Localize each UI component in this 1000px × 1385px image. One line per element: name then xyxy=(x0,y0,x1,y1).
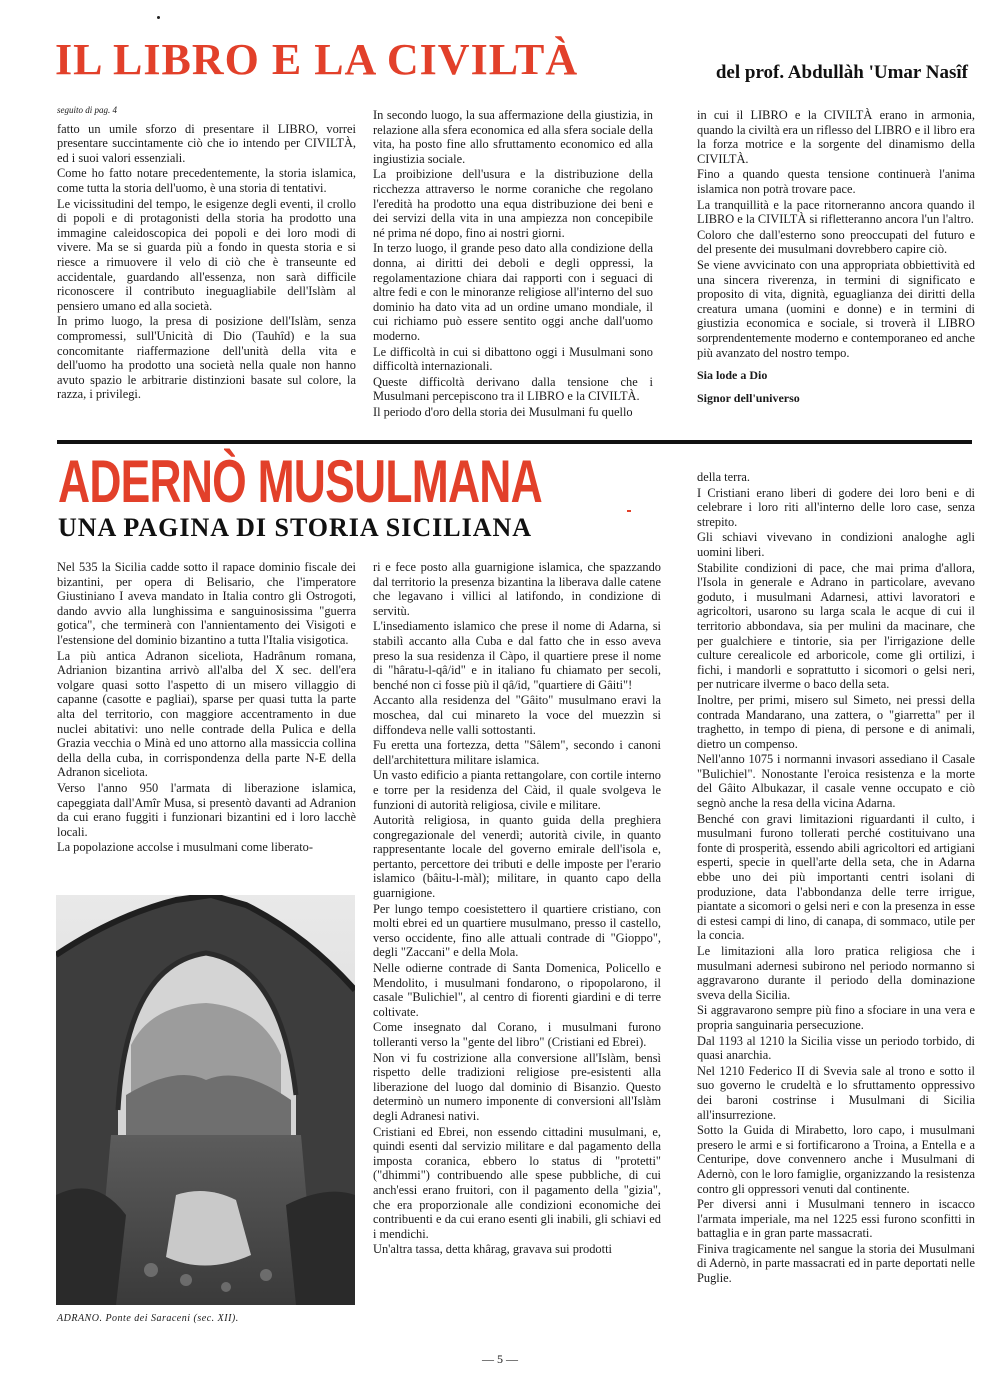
paragraph: Nell'anno 1075 i normanni invasori assediano il Casale "Bulichiel". Nonostante l'eroica resistenza e la morte del Gâito Albukazar, il casale venne occupato e ciò segnò anche la resa della vicina Adarna. xyxy=(697,752,975,811)
paragraph: Nel 535 la Sicilia cadde sotto il rapace dominio fiscale dei bizantini, per opera di Belisario, che l'imperatore Giustiniano I aveva mandato in Italia contro gli Ostrogoti, dando avvio alla lunghissima e sanguinosissima "guerra gotica", che terminerà con l'annientamento dei Visigoti e l'estensione del dominio bizantino a tutta l'Italia visigotica. xyxy=(57,560,356,647)
paragraph: La tranquillità e la pace ritorneranno ancora quando il LIBRO e la CIVILTÀ si rifletteranno ancora l'un l'altro. xyxy=(697,197,975,227)
paragraph: Queste difficoltà derivano dalla tensione che i Musulmani percepiscono tra il LIBRO e la CIVILTÀ. xyxy=(373,374,653,404)
paragraph: Fino a quando questa tensione continuerà l'anima islamica non potrà trovare pace. xyxy=(697,167,975,196)
article2-title: ADERNÒ MUSULMANA xyxy=(58,448,542,515)
paragraph: Come ho fatto notare precedentemente, la storia islamica, come tutta la storia dell'uomo, è una storia di tentativi. xyxy=(57,166,356,195)
paragraph: In secondo luogo, la sua affermazione della giustizia, in relazione alla sfera economica ed alla sfera sociale della vita, ha posto fine allo sfruttamento economico ed alla ingiustizia sociale. xyxy=(373,108,653,166)
paragraph: Coloro che dall'esterno sono preoccupati del futuro e del presente dei musulmani dovrebbero capire ciò. xyxy=(697,227,975,257)
paragraph: Per diversi anni i Musulmani tennero in iscacco l'armata imperiale, ma nel 1225 essi furono sconfitti in battaglia e in gran parte massacrati. xyxy=(697,1197,975,1241)
article1-column-2 xyxy=(373,108,653,420)
paragraph: Le vicissitudini del tempo, le esigenze degli eventi, il crollo di popoli e di protagonisti della storia ha prodotto una immagine caleidoscopica dei popoli e dei loro modi di vivere. Ma se si guarda più a fondo in questa storia e si riesce a rimuovere il velo di ciò che è transeunte ed accidentale, guardando all'essenza, non sarà difficile riconoscere il contributo ineguagliabile dell'Islàm al pensiero umano ed alla società. xyxy=(57,196,356,313)
paragraph: Inoltre, per primi, misero sul Simeto, nei pressi della contrada Mandarano, una zattera, o "giarretta" per il traghetto, in tempo di piena, di persone e di animali, dietro un compenso. xyxy=(697,692,975,751)
paragraph: Gli schiavi vivevano in condizioni analoghe agli uomini liberi. xyxy=(697,530,975,559)
paragraph: Come insegnato dal Corano, i musulmani furono tolleranti verso la "gente del libro" (Cristiani ed Ebrei). xyxy=(373,1020,661,1049)
paragraph: Fu eretta una fortezza, detta "Sâlem", secondo i canoni dell'architettura militare islamica. xyxy=(373,738,661,767)
section-divider xyxy=(57,440,972,444)
closing-line: Sia lode a Dio xyxy=(697,368,768,383)
paragraph: Benché con gravi limitazioni riguardanti il culto, i musulmani furono tollerati perché costituivano una fonte di prosperità, essendo abili agricoltori ed artigiani esperti, specie in quell'arte della seta, che in Adarna ebbe uno dei più importanti centri isolani di produzione, data l'abbondanza delle terre irrigue, piantate a sicomori o gelsi neri e con la presenza in esse di estesi campi di lino, di canapa, di sommaco, utile per la concia. xyxy=(697,811,975,943)
print-speck xyxy=(627,510,631,512)
page-number: — 5 — xyxy=(482,1352,518,1366)
continued-note: seguito di pag. 4 xyxy=(57,105,117,115)
paragraph: In primo luogo, la presa di posizione dell'Islàm, senza compromessi, sull'Unicità di Dio (Tauhîd) e la sua concomitante riaffermazione dell'unità della vita e dell'uomo ha prodotto una società nella quale non hanno avuto spazio le arbitrarie distinzioni basate sul colore, la razza, i privilegi. xyxy=(57,314,356,402)
paragraph: Nel 1210 Federico II di Svevia sale al trono e sotto il suo governo le crudeltà e lo sfruttamento oppressivo dei baroni costrinse i Musulmani di Sicilia all'insurrezione. xyxy=(697,1063,975,1122)
paragraph: La popolazione accolse i musulmani come liberato- xyxy=(57,840,313,855)
paragraph: L'insediamento islamico che prese il nome di Adarna, si stabilì accanto alla Cuba e dal fatto che in esso aveva preso la sua residenza il Càpo, il quartiere prese il nome di "hâratu-l-qâ/id" e in italiano fu chiamato per secoli, benché non ci fosse più il qâ/id, "quartiere di Gâiti"! xyxy=(373,619,661,692)
paragraph: Cristiani ed Ebrei, non essendo cittadini musulmani, e, quindi esenti dal servizio militare e dal pagamento della imposta coranica, ebbero lo status di "protetti" ("dhimmi") contribuendo alle spese pubbliche, di cui anch'essi erano fruitori, con il pagamento della "gizia", che era proporzionale alle condizioni economiche dei contribuenti e da cui erano esenti gli inabili, gli schiavi ed i mendichi. xyxy=(373,1124,661,1241)
paragraph: ri e fece posto alla guarnigione islamica, che spazzando dal territorio la presenza bizantina la liberava dalle catene che legavano i villici al latifondo, in condizione di servitù. xyxy=(373,560,661,618)
paragraph: Nelle odierne contrade di Santa Domenica, Policello e Mendolito, i musulmani fondarono, o ripopolarono, il casale "Bulichiel", al centro di fiorenti giardini e di terre coltivate. xyxy=(373,961,661,1019)
article2-column-2 xyxy=(373,560,661,1258)
article-author: del prof. Abdullàh 'Umar Nasîf xyxy=(715,62,968,83)
article-title: IL LIBRO E LA CIVILTÀ xyxy=(55,35,579,84)
photo-caption: ADRANO. Ponte dei Saraceni (sec. XII). xyxy=(57,1313,239,1324)
paragraph: fatto un umile sforzo di presentare il LIBRO, vorrei presentare succintamente ciò che io intendo per CIVILTÀ, ed i suoi valori essenziali. xyxy=(57,121,356,165)
paragraph: I Cristiani erano liberi di godere dei loro beni e di celebrare i loro riti all'interno delle loro case, senza strepito. xyxy=(697,485,975,529)
bridge-photo-illustration xyxy=(56,895,355,1305)
paragraph: della terra. xyxy=(697,470,750,484)
article2-subtitle: UNA PAGINA DI STORIA SICILIANA xyxy=(58,513,533,542)
paragraph: Stabilite condizioni di pace, che mai prima d'allora, l'Isola in generale e Adrano in particolare, avevano goduto, i musulmani Adarnesi, attivi lavoratori e agricoltori, usarono su larga scala le acque di cui il territorio abbondava, sia per mulini da macinare, che per gualchiere e tintorie, sia per l'irrigazione delle culture cerealicole ed arboricole, come gli ortilizi, i fichi, i mandorli e soprattutto i sicomori o gelsi neri, per nutricare ilverme o baco della seta. xyxy=(697,560,975,692)
paragraph: Si aggravarono sempre più fino a sfociare in una vera e propria sanguinaria persecuzione. xyxy=(697,1003,975,1032)
article1-column-1 xyxy=(57,103,356,403)
print-speck xyxy=(157,16,160,19)
article2-column-1 xyxy=(57,560,356,856)
paragraph: In terzo luogo, il grande peso dato alla condizione della donna, ai diritti dei deboli e degli oppressi, la regolamentazione chiara dai rapporti con i seguaci di altre fedi e con le minoranze religiose all'interno del suo dominio ha dato vita ad un ordine umano mondiale, il cui richiamo può essere sentito oggi anche dall'uomo moderno. xyxy=(373,241,653,343)
paragraph: Un vasto edificio a pianta rettangolare, con cortile interno e torre per la residenza del Càid, il quale svolgeva le funzioni di autorità religiosa, civile e militare. xyxy=(373,768,661,812)
closing-line: Signor dell'universo xyxy=(697,391,800,406)
article1-column-3 xyxy=(697,108,975,407)
paragraph: Dal 1193 al 1210 la Sicilia visse un periodo torbido, di quasi anarchia. xyxy=(697,1033,975,1063)
bridge-photo xyxy=(56,895,355,1305)
paragraph: Le limitazioni alla loro pratica religiosa che i musulmani adernesi subirono nel periodo normanno si aggravarono durante il periodo della dominazione sveva della Sicilia. xyxy=(697,944,975,1002)
paragraph: Accanto alla residenza del "Gâito" musulmano eravi la moschea, dal cui minareto la voce del muezzìn si diffondeva nelle valli sottostanti. xyxy=(373,693,661,737)
paragraph: Il periodo d'oro della storia dei Musulmani fu quello xyxy=(373,404,633,419)
article2-column-3 xyxy=(697,470,975,1287)
paragraph: La più antica Adranon siceliota, Hadrânum romana, Adrianion bizantina arrivò all'alba del X sec. dell'era volgare quasi sotto l'aspetto di un misero villaggio di capanne (casotte e pagliai), sparse per quasi tutta la parte alta del territorio, con maggiore accentramento in due nuclei abitativi: uno nelle contrade della Pulica e della Grazia vecchia o Minà ed uno attorno alla massiccia collina della della cuba, in corrispondenza della parte N-E della Adranon siceliota. xyxy=(57,648,356,780)
paragraph: Non vi fu costrizione alla conversione all'Islàm, bensì rispetto delle tradizioni religiose pre-esistenti alla liberazione del luogo dal dominio di Bisanzio. Questo determinò un numero imponente di conversioni all'Islàm degli Adranesi nativi. xyxy=(373,1050,661,1123)
paragraph: Per lungo tempo coesistettero il quartiere cristiano, con molti ebrei ed un quartiere musulmano, presso il castello, verso occidente, fino alle attuali contrade di "Gioppo", degli "Zaccani" e della Mola. xyxy=(373,901,661,960)
paragraph: La proibizione dell'usura e la distribuzione della ricchezza attraverso le norme coraniche che regolano l'eredità ha prodotto una equa distribuzione dei beni e dei servizi della vita in una ampiezza non concepibile né prima né dopo, fino ai nostri giorni. xyxy=(373,167,653,240)
paragraph: Autorità religiosa, in quanto guida della preghiera congregazionale del venerdì; autorità civile, in quanto rappresentante locale del governo emirale dell'isola e, pertanto, percettore dei tributi e delle imposte per l'erario islamico (bâitu-l-màl); militare, in quanto capo della guarnigione. xyxy=(373,813,661,901)
paragraph: Finiva tragicamente nel sangue la storia dei Musulmani di Adernò, in parte massacrati ed in parte deportati nelle Puglie. xyxy=(697,1241,975,1286)
paragraph: Se viene avvicinato con una appropriata obbiettività ed una sincera riverenza, in termini di significato e proposito di vita, dignità, eguaglianza dei diritti della creatura umana (uomini e donne) e in termini di giustizia economica e sociale, si troverà il LIBRO sorprendentemente moderno e contemporaneo ed anche più avanzato del nostro tempo. xyxy=(697,257,975,360)
paragraph: Verso l'anno 950 l'armata di liberazione islamica, capeggiata dall'Amîr Musa, si presentò davanti ad Adranion da cui erano fuggiti i funzionari bizantini ed i loro lacchè locali. xyxy=(57,780,356,839)
paragraph: Un'altra tassa, detta khârag, gravava sui prodotti xyxy=(373,1242,612,1257)
paragraph: Le difficoltà in cui si dibattono oggi i Musulmani sono difficoltà internazionali. xyxy=(373,344,653,374)
paragraph: Sotto la Guida di Mirabetto, loro capo, i musulmani presero le armi e si fortificarono a Troina, a Entella e a Centuripe, dove convennero anche i Musulmani di Adernò, con le loro famiglie, organizzando la resistenza contro gli oppressori venuti dal continente. xyxy=(697,1123,975,1196)
paragraph: in cui il LIBRO e la CIVILTÀ erano in armonia, quando la civiltà era un riflesso del LIBRO e il libro era la forza motrice e la sorgente del dinamismo della CIVILTÀ. xyxy=(697,108,975,166)
